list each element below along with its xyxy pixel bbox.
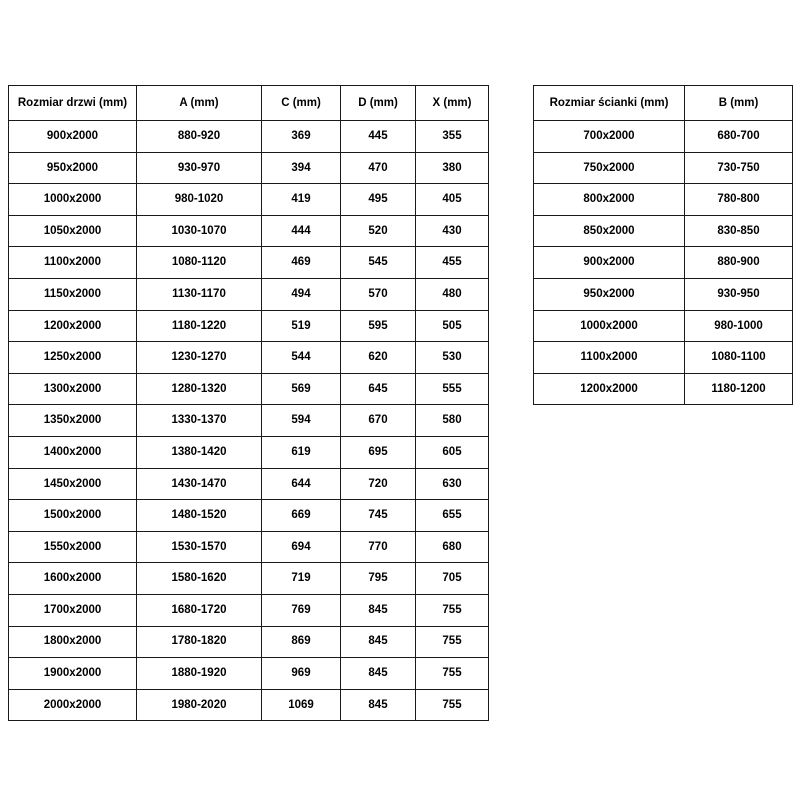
cell-b: 980-1000 bbox=[685, 310, 793, 342]
cell-wall-size: 1100x2000 bbox=[534, 342, 685, 374]
table-row bbox=[9, 405, 489, 437]
door-size-table bbox=[8, 85, 489, 721]
cell-d: 695 bbox=[341, 436, 416, 468]
cell-c: 469 bbox=[262, 247, 341, 279]
cell-c: 569 bbox=[262, 373, 341, 405]
wall-size-table bbox=[533, 85, 793, 405]
cell-a: 1230-1270 bbox=[137, 342, 262, 374]
cell-d: 670 bbox=[341, 405, 416, 437]
header-wall-size: Rozmiar ścianki (mm) bbox=[534, 86, 685, 121]
header-b: B (mm) bbox=[685, 86, 793, 121]
table-row bbox=[534, 310, 793, 342]
cell-door-size: 1100x2000 bbox=[9, 247, 137, 279]
cell-c: 694 bbox=[262, 531, 341, 563]
table-row bbox=[534, 121, 793, 153]
cell-x: 755 bbox=[416, 626, 489, 658]
cell-d: 445 bbox=[341, 121, 416, 153]
cell-a: 1580-1620 bbox=[137, 563, 262, 595]
table-row bbox=[534, 373, 793, 405]
cell-b: 1080-1100 bbox=[685, 342, 793, 374]
cell-x: 380 bbox=[416, 152, 489, 184]
cell-d: 720 bbox=[341, 468, 416, 500]
cell-door-size: 1550x2000 bbox=[9, 531, 137, 563]
cell-a: 1180-1220 bbox=[137, 310, 262, 342]
cell-x: 605 bbox=[416, 436, 489, 468]
cell-d: 595 bbox=[341, 310, 416, 342]
cell-d: 520 bbox=[341, 215, 416, 247]
cell-a: 1780-1820 bbox=[137, 626, 262, 658]
wall-size-table-container bbox=[533, 85, 793, 405]
table-row bbox=[9, 658, 489, 690]
cell-wall-size: 950x2000 bbox=[534, 278, 685, 310]
cell-wall-size: 1000x2000 bbox=[534, 310, 685, 342]
cell-x: 655 bbox=[416, 500, 489, 532]
cell-x: 705 bbox=[416, 563, 489, 595]
cell-door-size: 950x2000 bbox=[9, 152, 137, 184]
cell-a: 880-920 bbox=[137, 121, 262, 153]
cell-c: 869 bbox=[262, 626, 341, 658]
cell-door-size: 1500x2000 bbox=[9, 500, 137, 532]
cell-x: 505 bbox=[416, 310, 489, 342]
cell-x: 680 bbox=[416, 531, 489, 563]
cell-door-size: 1450x2000 bbox=[9, 468, 137, 500]
cell-a: 1280-1320 bbox=[137, 373, 262, 405]
cell-x: 755 bbox=[416, 658, 489, 690]
table-row bbox=[9, 215, 489, 247]
cell-door-size: 1600x2000 bbox=[9, 563, 137, 595]
cell-b: 880-900 bbox=[685, 247, 793, 279]
cell-a: 1980-2020 bbox=[137, 689, 262, 721]
table-row bbox=[9, 278, 489, 310]
header-x: X (mm) bbox=[416, 86, 489, 121]
table-row bbox=[9, 500, 489, 532]
cell-d: 470 bbox=[341, 152, 416, 184]
table-header-row bbox=[534, 86, 793, 121]
table-row bbox=[9, 121, 489, 153]
cell-d: 845 bbox=[341, 689, 416, 721]
cell-door-size: 1150x2000 bbox=[9, 278, 137, 310]
door-table-body bbox=[9, 121, 489, 721]
table-row bbox=[534, 184, 793, 216]
cell-door-size: 1300x2000 bbox=[9, 373, 137, 405]
cell-c: 394 bbox=[262, 152, 341, 184]
cell-d: 645 bbox=[341, 373, 416, 405]
cell-b: 930-950 bbox=[685, 278, 793, 310]
table-row bbox=[534, 278, 793, 310]
cell-door-size: 2000x2000 bbox=[9, 689, 137, 721]
cell-c: 669 bbox=[262, 500, 341, 532]
cell-b: 730-750 bbox=[685, 152, 793, 184]
table-header-row bbox=[9, 86, 489, 121]
cell-x: 405 bbox=[416, 184, 489, 216]
wall-table-header bbox=[534, 86, 793, 121]
table-row bbox=[9, 152, 489, 184]
wall-table-body bbox=[534, 121, 793, 405]
cell-a: 1330-1370 bbox=[137, 405, 262, 437]
cell-d: 495 bbox=[341, 184, 416, 216]
cell-c: 544 bbox=[262, 342, 341, 374]
table-row bbox=[534, 342, 793, 374]
cell-door-size: 1050x2000 bbox=[9, 215, 137, 247]
cell-door-size: 900x2000 bbox=[9, 121, 137, 153]
cell-a: 980-1020 bbox=[137, 184, 262, 216]
cell-door-size: 1250x2000 bbox=[9, 342, 137, 374]
table-row bbox=[9, 531, 489, 563]
cell-d: 845 bbox=[341, 658, 416, 690]
table-row bbox=[9, 436, 489, 468]
cell-d: 570 bbox=[341, 278, 416, 310]
table-row bbox=[9, 373, 489, 405]
cell-x: 755 bbox=[416, 689, 489, 721]
table-row bbox=[9, 594, 489, 626]
cell-c: 594 bbox=[262, 405, 341, 437]
cell-door-size: 1200x2000 bbox=[9, 310, 137, 342]
cell-door-size: 1000x2000 bbox=[9, 184, 137, 216]
cell-a: 1480-1520 bbox=[137, 500, 262, 532]
cell-c: 1069 bbox=[262, 689, 341, 721]
cell-b: 780-800 bbox=[685, 184, 793, 216]
cell-b: 1180-1200 bbox=[685, 373, 793, 405]
cell-a: 1430-1470 bbox=[137, 468, 262, 500]
cell-a: 1680-1720 bbox=[137, 594, 262, 626]
table-row bbox=[9, 563, 489, 595]
cell-a: 1080-1120 bbox=[137, 247, 262, 279]
cell-b: 830-850 bbox=[685, 215, 793, 247]
table-row bbox=[9, 342, 489, 374]
cell-c: 719 bbox=[262, 563, 341, 595]
cell-x: 480 bbox=[416, 278, 489, 310]
cell-c: 419 bbox=[262, 184, 341, 216]
table-row bbox=[9, 247, 489, 279]
cell-c: 644 bbox=[262, 468, 341, 500]
cell-c: 769 bbox=[262, 594, 341, 626]
cell-c: 969 bbox=[262, 658, 341, 690]
cell-c: 619 bbox=[262, 436, 341, 468]
cell-wall-size: 750x2000 bbox=[534, 152, 685, 184]
cell-d: 745 bbox=[341, 500, 416, 532]
table-row bbox=[9, 468, 489, 500]
cell-wall-size: 800x2000 bbox=[534, 184, 685, 216]
cell-a: 1530-1570 bbox=[137, 531, 262, 563]
cell-c: 494 bbox=[262, 278, 341, 310]
cell-wall-size: 1200x2000 bbox=[534, 373, 685, 405]
cell-a: 1380-1420 bbox=[137, 436, 262, 468]
cell-d: 545 bbox=[341, 247, 416, 279]
cell-x: 530 bbox=[416, 342, 489, 374]
table-row bbox=[9, 689, 489, 721]
table-row bbox=[9, 184, 489, 216]
header-c: C (mm) bbox=[262, 86, 341, 121]
header-d: D (mm) bbox=[341, 86, 416, 121]
cell-door-size: 1900x2000 bbox=[9, 658, 137, 690]
cell-d: 795 bbox=[341, 563, 416, 595]
table-row bbox=[534, 247, 793, 279]
cell-wall-size: 900x2000 bbox=[534, 247, 685, 279]
cell-a: 1130-1170 bbox=[137, 278, 262, 310]
cell-x: 555 bbox=[416, 373, 489, 405]
door-size-table-container bbox=[8, 85, 489, 721]
cell-a: 930-970 bbox=[137, 152, 262, 184]
cell-door-size: 1800x2000 bbox=[9, 626, 137, 658]
cell-x: 430 bbox=[416, 215, 489, 247]
cell-x: 355 bbox=[416, 121, 489, 153]
cell-door-size: 1400x2000 bbox=[9, 436, 137, 468]
cell-x: 630 bbox=[416, 468, 489, 500]
cell-c: 444 bbox=[262, 215, 341, 247]
cell-d: 620 bbox=[341, 342, 416, 374]
cell-x: 580 bbox=[416, 405, 489, 437]
cell-door-size: 1350x2000 bbox=[9, 405, 137, 437]
table-row bbox=[9, 626, 489, 658]
cell-x: 455 bbox=[416, 247, 489, 279]
cell-d: 845 bbox=[341, 594, 416, 626]
cell-a: 1030-1070 bbox=[137, 215, 262, 247]
cell-a: 1880-1920 bbox=[137, 658, 262, 690]
cell-b: 680-700 bbox=[685, 121, 793, 153]
table-row bbox=[534, 215, 793, 247]
cell-c: 519 bbox=[262, 310, 341, 342]
cell-d: 770 bbox=[341, 531, 416, 563]
table-row bbox=[9, 310, 489, 342]
cell-c: 369 bbox=[262, 121, 341, 153]
cell-wall-size: 850x2000 bbox=[534, 215, 685, 247]
cell-d: 845 bbox=[341, 626, 416, 658]
cell-wall-size: 700x2000 bbox=[534, 121, 685, 153]
header-a: A (mm) bbox=[137, 86, 262, 121]
cell-door-size: 1700x2000 bbox=[9, 594, 137, 626]
table-row bbox=[534, 152, 793, 184]
door-table-header bbox=[9, 86, 489, 121]
header-door-size: Rozmiar drzwi (mm) bbox=[9, 86, 137, 121]
cell-x: 755 bbox=[416, 594, 489, 626]
